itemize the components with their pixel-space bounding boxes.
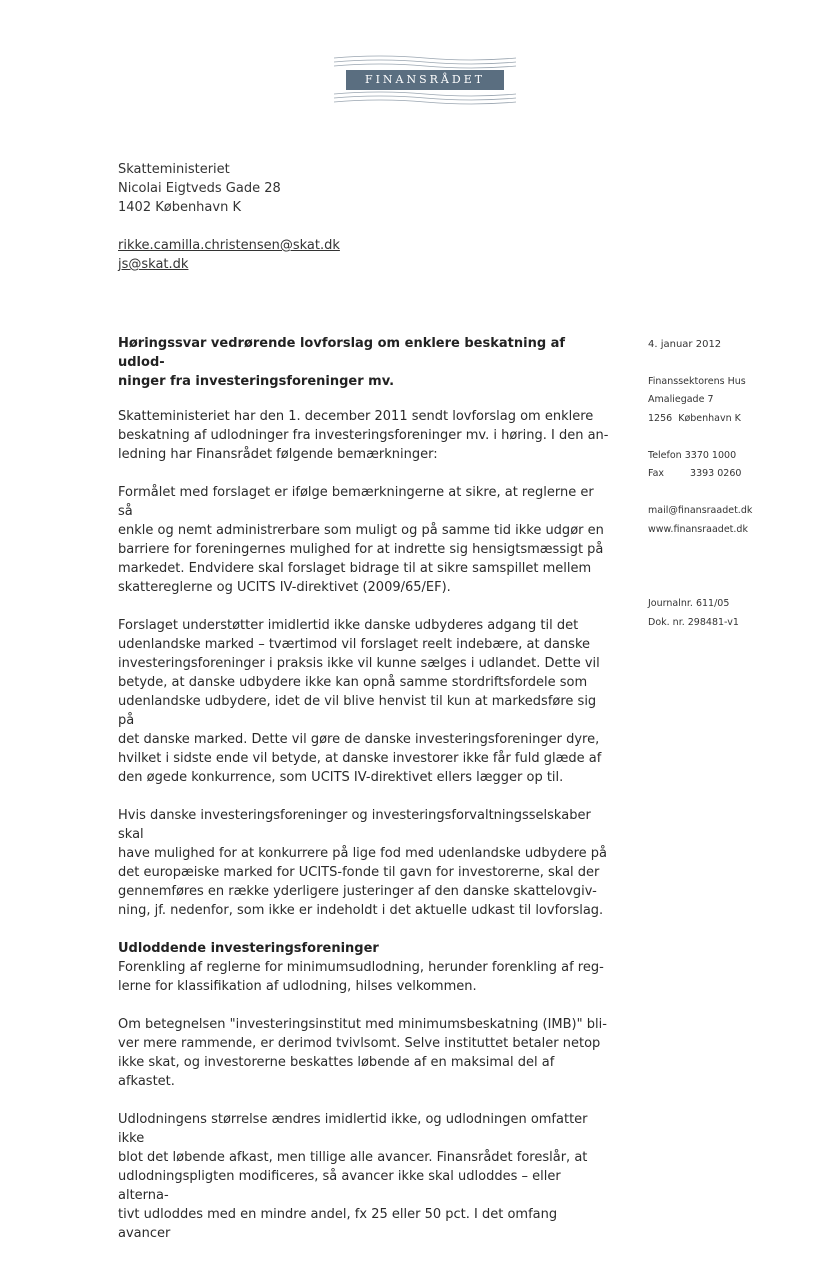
recipient-name: Skatteministeriet — [118, 162, 230, 177]
phone-number: 3370 1000 — [684, 449, 737, 461]
sender-email: mail@finansraadet.dk — [648, 505, 753, 516]
paragraph-2: Formålet med forslaget er ifølge bemærkningerne at sikre, at reglerne er så enkle og nemt administrerbare som muligt og på samme tid ikke udgør en barriere for foreningernes mulighed for at indrette sig hensigtsmæssigt på markedet. Endvidere skal forslaget bidrage til at sikre samspillet mellem skattereglerne og UCITS IV-direktivet (2009/65/EF). — [118, 485, 604, 595]
phone-label: Telefon — [648, 449, 682, 461]
letter-title: Høringssvar vedrørende lovforslag om enklere beskatning af udlod- ninger fra investeringsforeninger mv. — [118, 336, 566, 389]
recipient-city: 1402 København K — [118, 200, 241, 215]
logo-text: FINANSRÅDET — [346, 70, 504, 90]
recipient-email-link-2[interactable]: js@skat.dk — [118, 257, 189, 272]
fax-label: Fax — [648, 468, 665, 479]
paragraph-7: Udlodningens størrelse ændres imidlertid ikke, og udlodningen omfatter ikke blot det løbende afkast, men tillige alle avancer. Finansrådet foreslår, at udlodningspligten modificeres, så avancer ikke skal udloddes – eller alterna- tivt udloddes med en mindre andel, fx 25 eller 50 pct. I det omfang avancer — [118, 1112, 588, 1241]
letter-date: 4. januar 2012 — [648, 339, 722, 350]
recipient-address — [118, 160, 340, 274]
fax-number: 3393 0260 — [690, 468, 742, 479]
finansraadet-logo — [330, 54, 520, 106]
document-number: Dok. nr. 298481-v1 — [648, 616, 739, 628]
paragraph-4: Hvis danske investeringsforeninger og investeringsforvaltningsselskaber skal have mulighed for at konkurrere på lige fod med udenlandske udbydere på det europæiske marked for UCITS-fonde til gavn for investorerne, skal der gennemføres en række yderligere justeringer af den danske skattelovgiv- ning, jf. nedenfor, som ikke er indeholdt i det aktuelle udkast til lovforslag. — [118, 808, 607, 918]
paragraph-3: Forslaget understøtter imidlertid ikke danske udbyderes adgang til det udenlandske marked – tværtimod vil forslaget reelt indebære, at danske investeringsforeninger i praksis ikke vil kunne sælges i udlandet. Dette vil betyde, at danske udbydere ikke kan opnå samme stordriftsfordele som udenlandske udbydere, idet de vil blive henvist til kun at markedsføre sig på det danske marked. Dette vil gøre de danske investeringsforeninger dyre, hvilket i sidste ende vil betyde, at danske investorer ikke får fuld glæde af den øgede konkurrence, som UCITS IV-direktivet ellers lægger op til. — [118, 618, 602, 785]
recipient-email-link-1[interactable]: rikke.camilla.christensen@skat.dk — [118, 238, 340, 253]
paragraph-5: Forenkling af reglerne for minimumsudlodning, herunder forenkling af reg- lerne for klassifikation af udlodning, hilses velkommen. — [118, 960, 604, 994]
recipient-street: Nicolai Eigtveds Gade 28 — [118, 181, 281, 196]
sender-info-column — [648, 336, 818, 632]
sender-city: 1256 København K — [648, 412, 741, 424]
sender-website: www.finansraadet.dk — [648, 523, 748, 535]
paragraph-1: Skatteministeriet har den 1. december 2011 sendt lovforslag om enklere beskatning af udlodninger fra investeringsforeninger mv. i høring. I den an- ledning har Finansrådet følgende bemærkninger: — [118, 409, 609, 462]
journal-number: Journalnr. 611/05 — [648, 598, 730, 609]
letter-body — [118, 334, 612, 1262]
section-heading: Udloddende investeringsforeninger — [118, 941, 379, 956]
sender-street: Amaliegade 7 — [648, 394, 714, 405]
sender-org: Finanssektorens Hus — [648, 375, 746, 387]
paragraph-6: Om betegnelsen "investeringsinstitut med minimumsbeskatning (IMB)" bli- ver mere rammende, er derimod tvivlsomt. Selve instituttet betaler netop ikke skat, og investorerne beskattes løbende af en maksimal del af afkastet. — [118, 1017, 607, 1089]
